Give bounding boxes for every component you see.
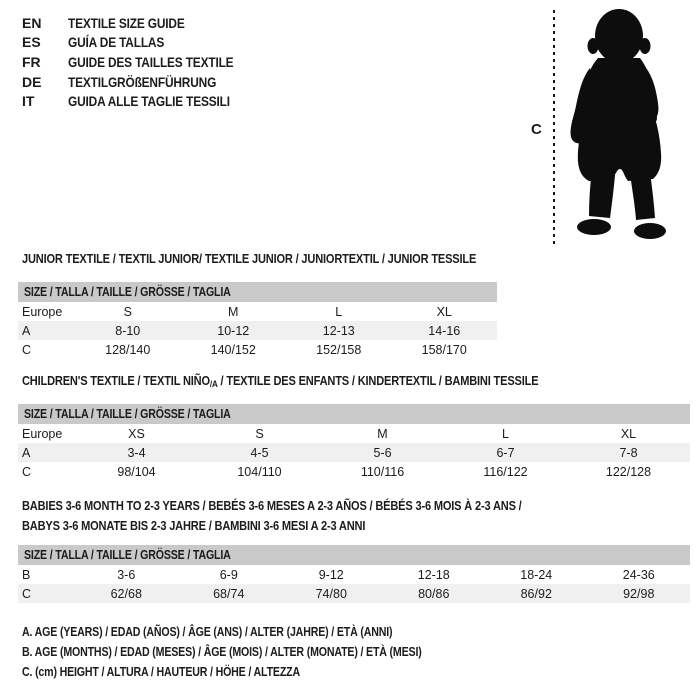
guide-title-de: TEXTILGRÖßENFÜHRUNG xyxy=(68,73,217,90)
language-code: ES xyxy=(22,34,41,51)
guide-title-fr: GUIDE DES TAILLES TEXTILE xyxy=(68,53,234,70)
table-row-europe: Europe XS S M L XL xyxy=(22,426,637,441)
childrens-table-title: CHILDREN'S TEXTILE / TEXTIL NIÑO/A / TEXTILE DES ENFANTS / KINDERTEXTIL / BAMBINI TESSILE xyxy=(22,373,539,390)
guide-title-it: GUIDA ALLE TAGLIE TESSILI xyxy=(68,93,230,110)
language-code: IT xyxy=(22,93,35,110)
table-row-age-months: B 3-6 6-9 9-12 12-18 18-24 24-36 xyxy=(22,567,655,582)
height-measure-label: C xyxy=(531,121,542,138)
guide-title-es: GUÍA DE TALLAS xyxy=(68,34,165,51)
size-header-bar: SIZE / TALLA / TAILLE / GRÖSSE / TAGLIA xyxy=(18,282,497,302)
size-header-bar: SIZE / TALLA / TAILLE / GRÖSSE / TAGLIA xyxy=(18,404,690,424)
language-row-it xyxy=(22,91,263,111)
table-row-height: C 62/68 68/74 74/80 80/86 86/92 92/98 xyxy=(18,584,690,603)
height-measure-dashed-line xyxy=(553,10,555,244)
language-title-list xyxy=(22,13,263,111)
table-row-height: C 128/140 140/152 152/158 158/170 xyxy=(22,342,467,357)
language-row-en xyxy=(22,13,263,33)
junior-table-title: JUNIOR TEXTILE / TEXTIL JUNIOR/ TEXTILE JUNIOR / JUNIORTEXTIL / JUNIOR TESSILE xyxy=(22,251,477,266)
language-code: EN xyxy=(22,14,42,31)
measurement-legend xyxy=(22,625,492,685)
babies-table-title: BABIES 3-6 MONTH TO 2-3 YEARS / BEBÉS 3-6 MESES A 2-3 AÑOS / BÉBÉS 3-6 MOIS À 2-3 ANS / BABYS 3-6 MONATE BIS 2-3 JAHRE / BAMBINI 3-6 MESI A 2-3 ANNI xyxy=(22,498,522,533)
table-row-europe: Europe S M L XL xyxy=(22,304,452,319)
table-row-age: A 8-10 10-12 12-13 14-16 xyxy=(18,321,497,340)
language-code: FR xyxy=(22,53,41,70)
size-header-bar: SIZE / TALLA / TAILLE / GRÖSSE / TAGLIA xyxy=(18,545,690,565)
junior-size-table xyxy=(18,282,497,359)
childrens-size-table xyxy=(18,404,690,481)
legend-age-months: B. AGE (MONTHS) / EDAD (MESES) / ÂGE (MOIS) / ALTER (MONATE) / ETÀ (MESI) xyxy=(22,645,422,659)
toddler-silhouette-icon xyxy=(559,6,685,242)
babies-size-table xyxy=(18,545,690,603)
legend-height-cm: C. (cm) HEIGHT / ALTURA / HAUTEUR / HÖHE / ALTEZZA xyxy=(22,665,300,679)
language-row-fr xyxy=(22,52,263,72)
guide-title-en: TEXTILE SIZE GUIDE xyxy=(68,14,185,31)
legend-age-years: A. AGE (YEARS) / EDAD (AÑOS) / ÂGE (ANS) / ALTER (JAHRE) / ETÀ (ANNI) xyxy=(22,625,393,639)
language-row-es xyxy=(22,33,263,53)
table-row-age: A 3-4 4-5 5-6 6-7 7-8 xyxy=(18,443,690,462)
language-code: DE xyxy=(22,73,42,90)
table-row-height: C 98/104 104/110 110/116 116/122 122/128 xyxy=(22,464,652,479)
language-row-de xyxy=(22,72,263,92)
